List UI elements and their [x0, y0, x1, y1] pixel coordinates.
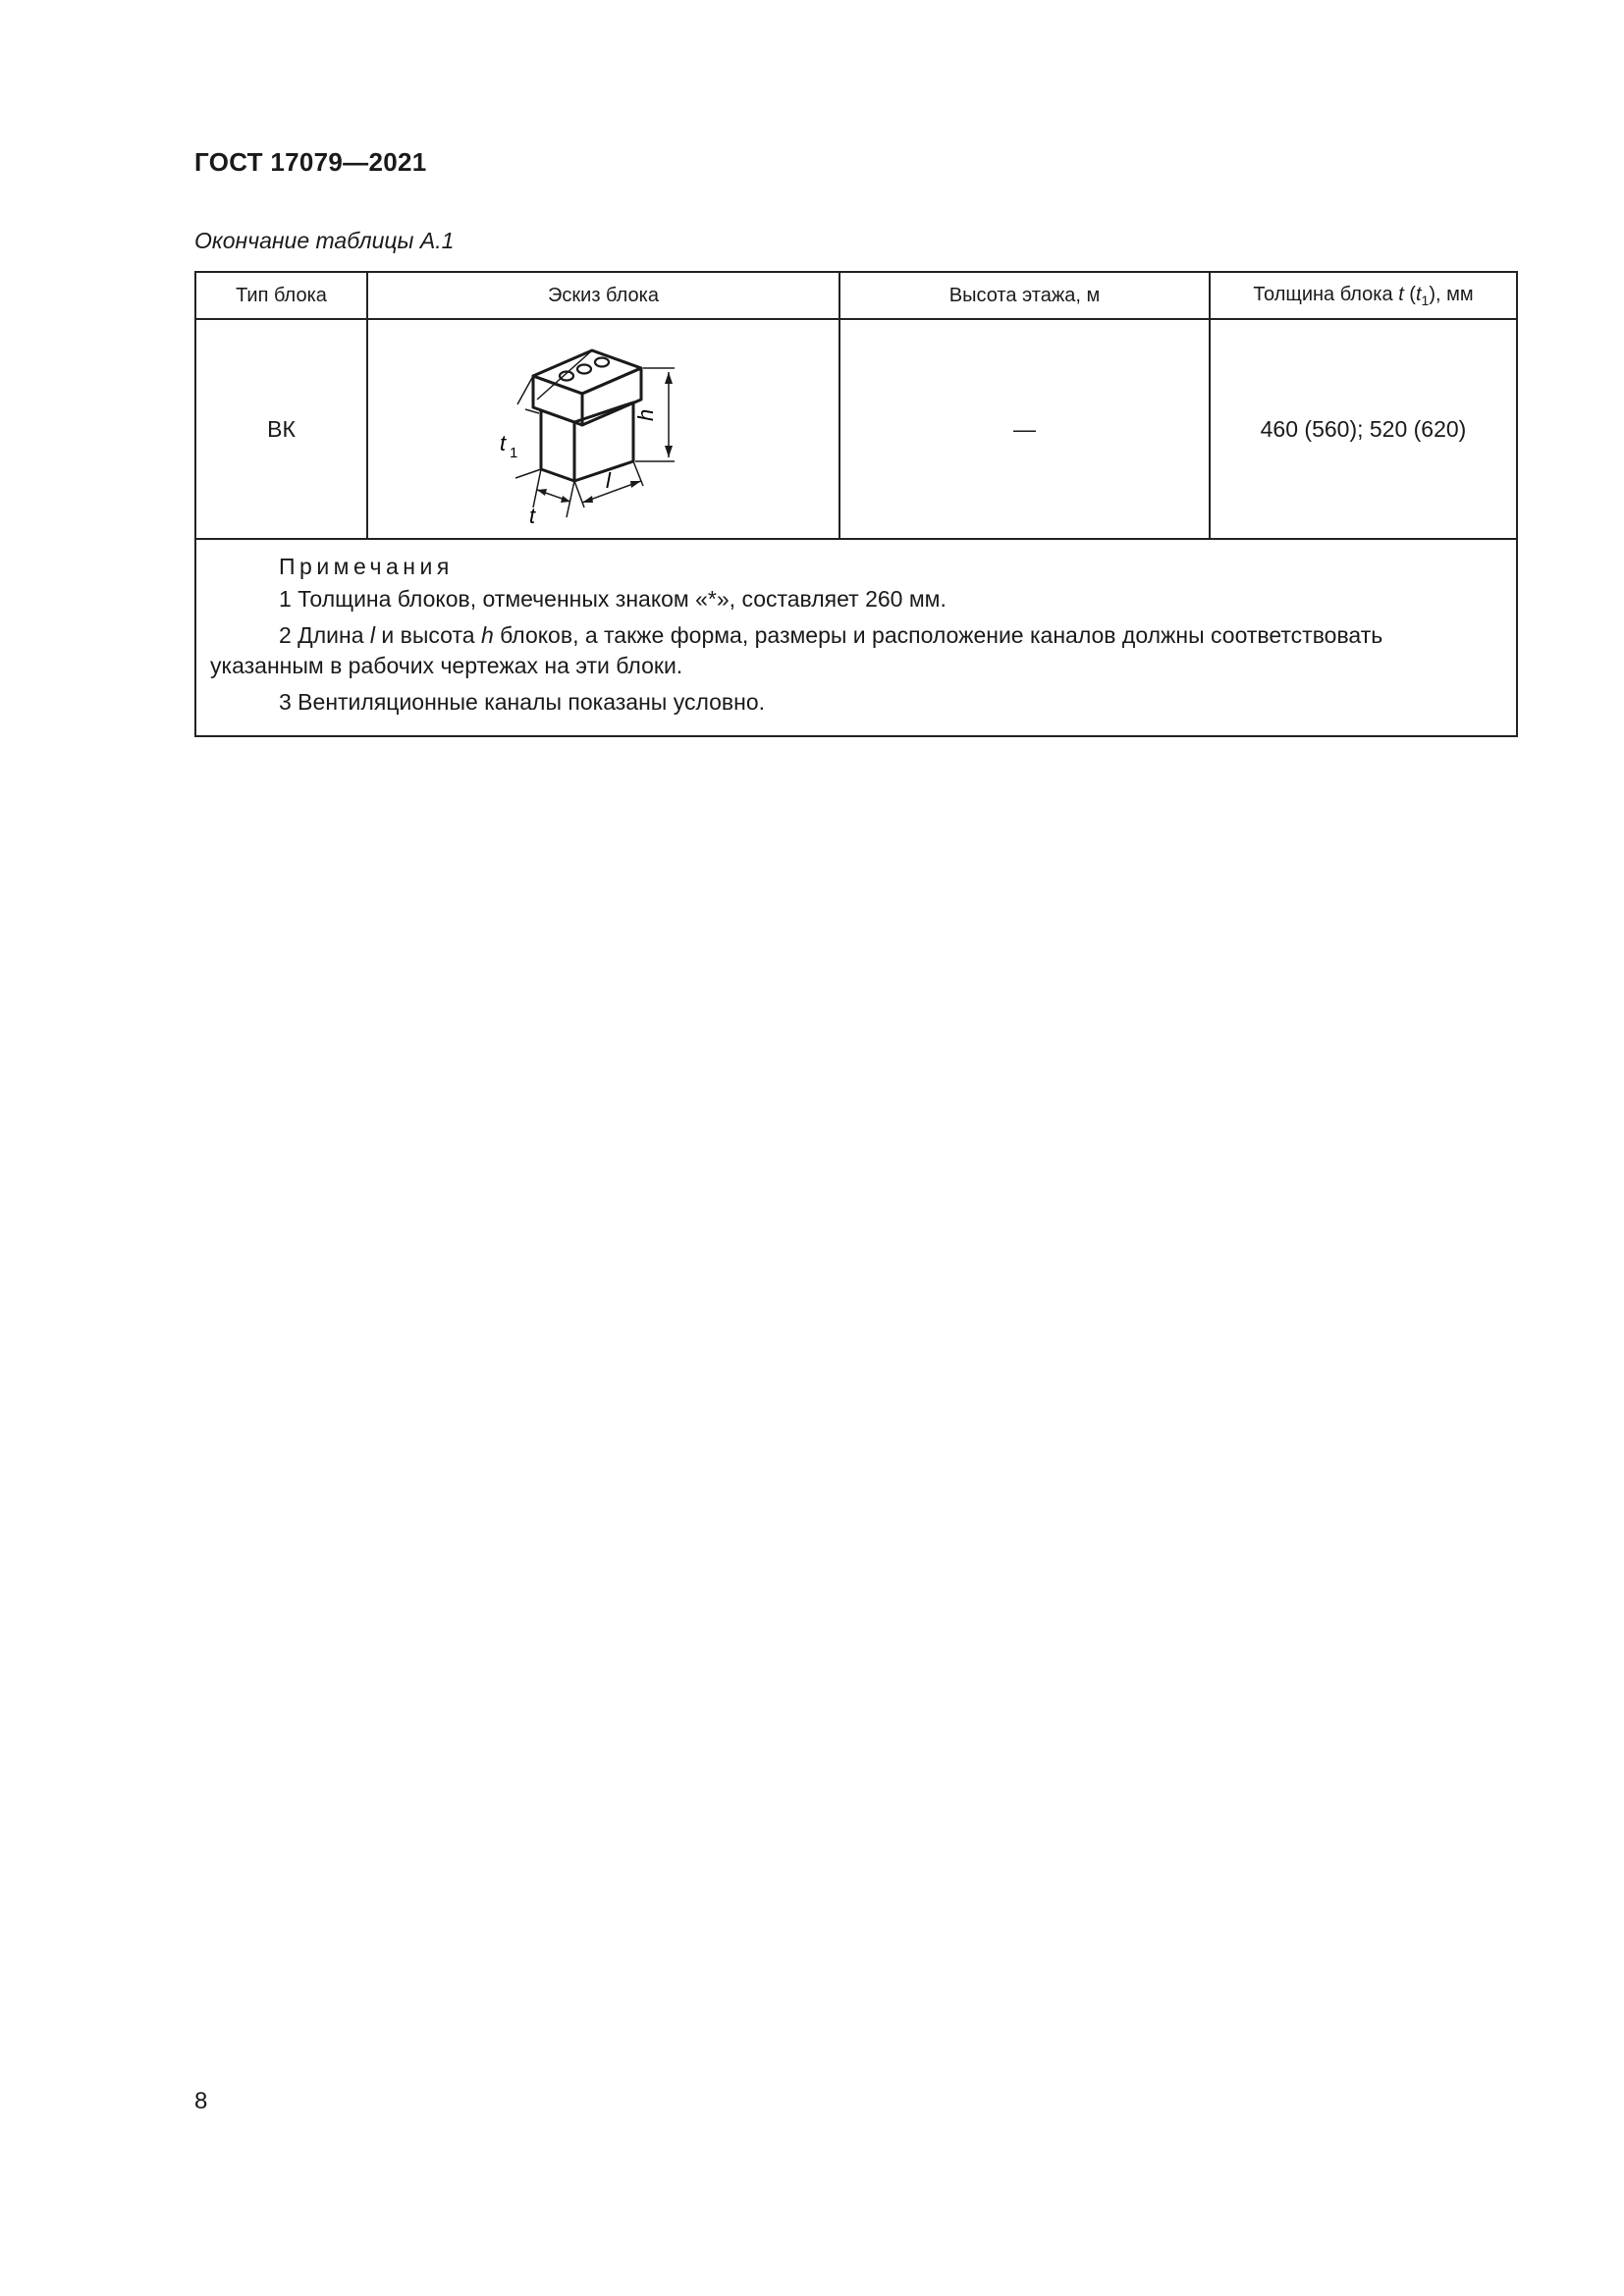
- note-2-text-b: и высота: [375, 622, 481, 648]
- thickness-suffix: ), мм: [1429, 283, 1474, 305]
- page-number: 8: [194, 2088, 208, 2114]
- header-block-type: Тип блока: [195, 272, 367, 319]
- note-2-text-c: блоков, а также форма, размеры и расположение каналов должны соответствовать указанным в рабочих чертежах на эти блоки.: [210, 622, 1383, 678]
- note-3: 3 Вентиляционные каналы показаны условно.: [279, 689, 766, 715]
- note-1: 1 Толщина блоков, отмеченных знаком «*», составляет 260 мм.: [279, 586, 947, 612]
- table-caption: Окончание таблицы А.1: [194, 228, 455, 253]
- notes-row: [195, 539, 1517, 736]
- block-sketch-drawing: [496, 331, 712, 527]
- note-2-var-l: l: [369, 622, 376, 648]
- sketch-label-t1: t: [499, 431, 506, 455]
- header-block-thickness: [1210, 272, 1517, 319]
- thickness-sub: 1: [1421, 292, 1430, 308]
- header-block-sketch: Эскиз блока: [367, 272, 839, 319]
- table-row: [195, 319, 1517, 539]
- notes-cell: [195, 539, 1517, 736]
- note-2-var-h: h: [480, 622, 494, 648]
- cell-block-type: ВК: [195, 319, 367, 539]
- sketch-label-h: h: [632, 408, 658, 421]
- sketch-label-l: l: [605, 468, 611, 493]
- cell-block-sketch: [367, 319, 839, 539]
- note-2: [210, 620, 1502, 681]
- channel-hole-icon: [577, 365, 591, 374]
- document-header: ГОСТ 17079—2021: [194, 147, 427, 177]
- cell-block-thickness: 460 (560); 520 (620): [1210, 319, 1517, 539]
- sketch-label-t: t: [528, 504, 535, 527]
- table-header-row: [195, 272, 1517, 319]
- header-floor-height: Высота этажа, м: [839, 272, 1210, 319]
- note-2-text-a: 2 Длина: [279, 622, 370, 648]
- thickness-header-text: Толщина блока: [1253, 283, 1399, 305]
- thickness-paren: (: [1403, 283, 1416, 305]
- block-table: [194, 271, 1518, 737]
- notes-title: Примечания: [279, 554, 454, 579]
- cell-floor-height: —: [839, 319, 1210, 539]
- thickness-t: t: [1398, 283, 1404, 305]
- thickness-t1: t: [1415, 283, 1422, 305]
- block-body-front: [541, 410, 574, 481]
- channel-hole-icon: [595, 358, 609, 367]
- sketch-label-t1-sub: 1: [509, 445, 517, 461]
